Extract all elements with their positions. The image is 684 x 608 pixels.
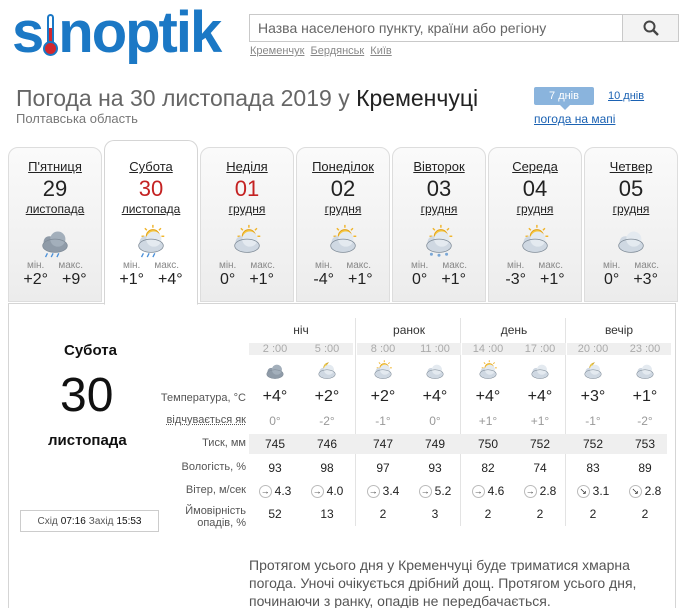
min-label: мін. (122, 260, 141, 271)
min-label: мін. (506, 260, 525, 271)
max-label: макс. (250, 260, 276, 271)
wind-direction-icon: → (525, 485, 535, 496)
hours-cell: 2 :00 (249, 343, 301, 355)
humidity-cell: 93 (268, 461, 282, 475)
temps-cell: +4° (262, 388, 288, 405)
day-name: Четвер (609, 159, 653, 174)
wind-cell (567, 484, 619, 498)
feels-cell: -2° (637, 414, 653, 428)
wind-speed: 2.8 (539, 484, 557, 498)
moon-cloud-icon (567, 359, 619, 381)
search-button[interactable] (622, 15, 678, 41)
wind-direction-icon: → (312, 485, 322, 496)
day-month: листопада (121, 202, 181, 216)
day-tab[interactable] (104, 140, 198, 305)
moon-cloud-icon (301, 359, 353, 381)
precip-cell: 2 (589, 507, 597, 521)
hours-cell: 14 :00 (462, 343, 514, 355)
sunrise-time: 07:16 (60, 515, 86, 527)
row-label-wind: Вітер, м/сек (185, 484, 246, 496)
feels-cell: +1° (530, 414, 550, 428)
weather-map-link[interactable]: погода на мапі (534, 112, 616, 126)
wind-direction-icon: → (260, 485, 270, 496)
min-temp: +1° (119, 271, 144, 288)
humidity-cell: 83 (586, 461, 600, 475)
title-prefix: Погода на 30 листопада 2019 у (16, 85, 357, 111)
hours-cell: 5 :00 (301, 343, 353, 355)
max-temp: +1° (441, 271, 466, 288)
precip-cell: 3 (431, 507, 439, 521)
recent-cities (250, 45, 395, 57)
pressure-cell: 746 (316, 437, 338, 451)
wind-cell (249, 484, 301, 498)
sunrise-sunset (20, 510, 159, 532)
day-tab[interactable] (488, 147, 582, 302)
day-date: 30 (138, 176, 164, 201)
pressure-cell: 750 (477, 437, 499, 451)
wind-cell (462, 484, 514, 498)
wind-cell (619, 484, 671, 498)
temps-cell: +4° (422, 388, 448, 405)
precip-cell: 13 (320, 507, 334, 521)
precip-cell: 52 (268, 507, 282, 521)
wind-cell (301, 484, 353, 498)
day-tab[interactable] (392, 147, 486, 302)
wind-speed: 3.1 (592, 484, 610, 498)
recent-city-link[interactable]: Кременчук (250, 45, 305, 57)
pressure-cell: 752 (529, 437, 551, 451)
feels-cell: -1° (585, 414, 601, 428)
seven-days-toggle[interactable]: 7 днів (534, 87, 594, 105)
day-month: грудня (324, 202, 362, 216)
max-temp: +4° (158, 271, 183, 288)
day-name: Середа (512, 159, 558, 174)
sun-cloud-icon (323, 223, 363, 259)
wind-direction-icon: → (473, 485, 483, 496)
min-temp: 0° (604, 271, 620, 288)
pressure-cell: 752 (582, 437, 604, 451)
sun-cloud-icon (462, 359, 514, 381)
day-name: Субота (129, 159, 173, 174)
wind-cell (357, 484, 409, 498)
day-date: 29 (42, 176, 68, 201)
pressure-cell: 747 (372, 437, 394, 451)
day-month: грудня (228, 202, 266, 216)
max-temp: +9° (62, 271, 87, 288)
row-label-pressure: Тиск, мм (202, 437, 246, 449)
weather-description: Протягом усього дня у Кременчуці буде триматися хмарна погода. Уночі очікується дрібний дощ. Протягом усього дня, починаючи з ранку, опадів не передбачається. (249, 557, 637, 608)
max-label: макс. (346, 260, 372, 271)
recent-city-link[interactable]: Бердянськ (310, 45, 365, 57)
wind-cell (409, 484, 461, 498)
ten-days-link[interactable]: 10 днів (608, 90, 645, 102)
precip-cell: 2 (379, 507, 387, 521)
wind-direction-icon: → (420, 485, 430, 496)
day-date: 03 (426, 176, 452, 201)
search-box (249, 14, 679, 42)
min-temp: +2° (23, 271, 48, 288)
cloud-icon (514, 359, 566, 381)
period-label: вечір (604, 323, 634, 337)
detail-month: листопада (48, 432, 127, 449)
temps-cell: +2° (314, 388, 340, 405)
hours-cell: 20 :00 (567, 343, 619, 355)
humidity-cell: 89 (638, 461, 652, 475)
cloud-icon (619, 359, 671, 381)
wind-speed: 4.0 (326, 484, 344, 498)
feels-cell: +1° (478, 414, 498, 428)
sunset-label: Захід (88, 515, 114, 527)
day-month: листопада (25, 202, 85, 216)
cloud-icon (409, 359, 461, 381)
max-label: макс. (634, 260, 660, 271)
max-temp: +3° (633, 271, 658, 288)
min-label: мін. (602, 260, 621, 271)
precip-cell: 2 (641, 507, 649, 521)
min-label: мін. (410, 260, 429, 271)
wind-cell (514, 484, 566, 498)
row-label-humidity: Вологість, % (181, 461, 246, 473)
sunrise-label: Схід (37, 515, 58, 527)
wind-speed: 4.6 (487, 484, 505, 498)
feels-cell: -2° (319, 414, 335, 428)
recent-city-link[interactable]: Київ (370, 45, 392, 57)
max-temp: +1° (249, 271, 274, 288)
day-month: грудня (516, 202, 554, 216)
hours-cell: 8 :00 (357, 343, 409, 355)
sun-cloud-rain-icon (131, 223, 171, 259)
min-label: мін. (218, 260, 237, 271)
cloud-rain-icon (35, 223, 75, 259)
wind-speed: 5.2 (434, 484, 452, 498)
hours-cell: 17 :00 (514, 343, 566, 355)
day-date: 04 (522, 176, 548, 201)
max-label: макс. (154, 260, 180, 271)
sun-cloud-icon (515, 223, 555, 259)
sun-cloud-icon (357, 359, 409, 381)
wind-direction-icon: ↘ (577, 485, 590, 498)
day-month: грудня (420, 202, 458, 216)
period-label: день (500, 323, 528, 337)
humidity-cell: 74 (533, 461, 547, 475)
detail-day-number: 30 (60, 369, 114, 422)
day-name: П'ятниця (28, 159, 82, 174)
wind-speed: 4.3 (274, 484, 292, 498)
hours-cell: 11 :00 (409, 343, 461, 355)
min-temp: -4° (313, 271, 334, 288)
day-date: 02 (330, 176, 356, 201)
feels-cell: 0° (429, 414, 441, 428)
page-title (16, 85, 478, 112)
max-label: макс. (58, 260, 84, 271)
wind-speed: 2.8 (644, 484, 662, 498)
max-label: макс. (442, 260, 468, 271)
feels-cell: -1° (375, 414, 391, 428)
max-temp: +1° (347, 271, 373, 288)
precip-cell: 2 (484, 507, 492, 521)
thermometer-icon (43, 10, 57, 56)
period-label: ніч (293, 323, 309, 337)
day-tab[interactable] (296, 147, 390, 302)
day-name: Вівторок (413, 159, 465, 174)
humidity-cell: 93 (428, 461, 442, 475)
min-temp: 0° (220, 271, 236, 288)
min-temp: 0° (412, 271, 428, 288)
day-tab[interactable] (584, 147, 678, 302)
cloud-icon (611, 223, 651, 259)
day-name: Понеділок (312, 159, 374, 174)
period-label: ранок (393, 323, 425, 337)
row-label-temp: Температура, °C (160, 392, 246, 404)
row-label-precip: Ймовірність опадів, % (185, 505, 246, 529)
min-temp: -3° (505, 271, 526, 288)
day-name: Неділя (226, 159, 268, 174)
pressure-cell: 745 (264, 437, 286, 451)
sun-cloud-snow-icon (419, 223, 459, 259)
sun-cloud-icon (227, 223, 267, 259)
max-temp: +1° (539, 271, 565, 288)
row-label-feels[interactable]: відчувається як (166, 414, 246, 426)
day-month: грудня (612, 202, 650, 216)
title-city: Кременчуці (356, 85, 479, 111)
wind-direction-icon: ↘ (629, 485, 642, 498)
cloud-night-icon (249, 359, 301, 381)
search-input[interactable] (250, 15, 622, 41)
pressure-cell: 753 (634, 437, 656, 451)
min-label: мін. (26, 260, 45, 271)
min-label: мін. (314, 260, 333, 271)
humidity-cell: 97 (376, 461, 390, 475)
wind-direction-icon: → (368, 485, 378, 496)
day-tab[interactable] (8, 147, 102, 302)
temps-cell: +4° (475, 388, 501, 405)
temps-cell: +2° (370, 388, 396, 405)
detail-day-name: Субота (64, 342, 117, 359)
temps-cell: +3° (580, 388, 606, 405)
sunset-time: 15:53 (116, 515, 142, 527)
search-icon (643, 20, 659, 36)
day-tab[interactable] (200, 147, 294, 302)
temps-cell: +4° (527, 388, 553, 405)
wind-speed: 3.4 (382, 484, 400, 498)
pressure-cell: 749 (424, 437, 446, 451)
feels-cell: 0° (269, 414, 281, 428)
hours-cell: 23 :00 (619, 343, 671, 355)
region-name: Полтавська область (16, 111, 138, 126)
humidity-cell: 98 (320, 461, 334, 475)
day-date: 05 (618, 176, 644, 201)
humidity-cell: 82 (481, 461, 495, 475)
max-label: макс. (538, 260, 564, 271)
precip-cell: 2 (536, 507, 544, 521)
day-date: 01 (234, 176, 260, 201)
sinoptik-logo[interactable]: s noptik (12, 0, 221, 65)
temps-cell: +1° (632, 388, 658, 405)
